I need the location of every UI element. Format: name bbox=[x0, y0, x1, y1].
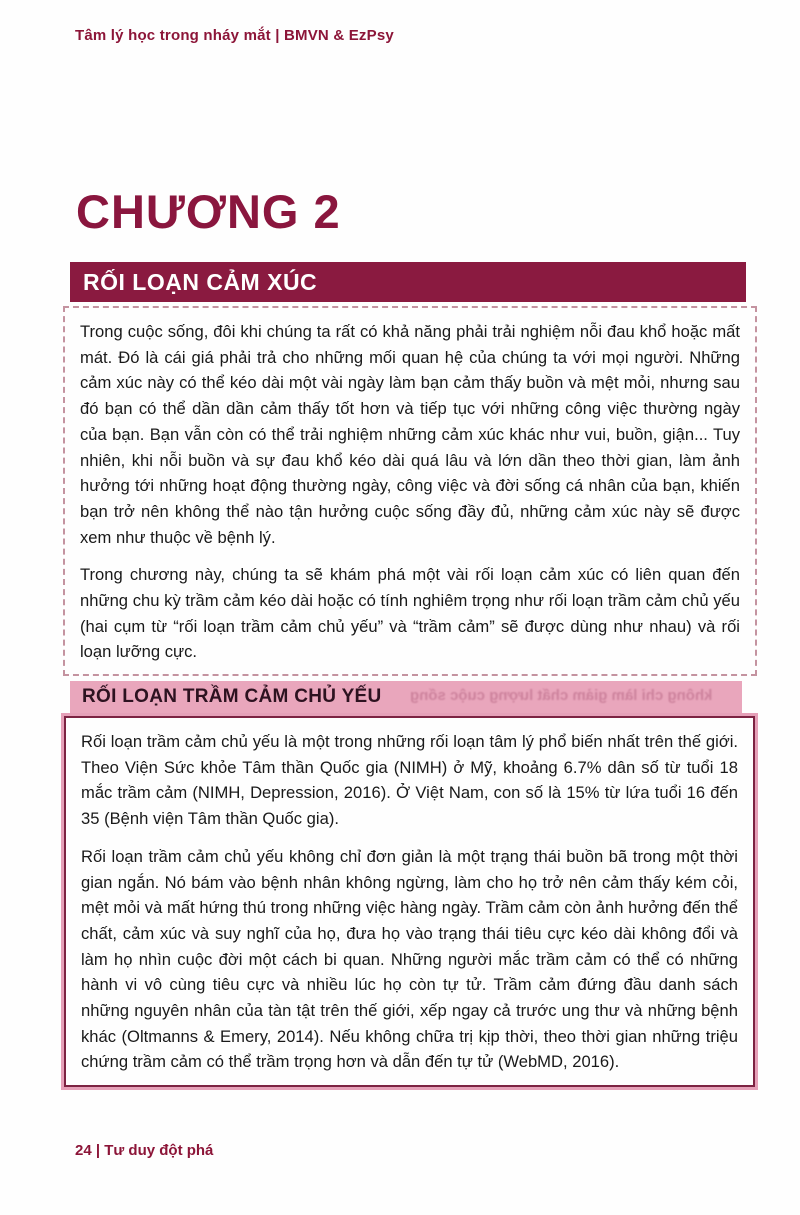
intro-paragraph-1: Trong cuộc sống, đôi khi chúng ta rất có khả năng phải trải nghiệm nỗi đau khổ hoặc mất mát. Đó là cái giá phải trả cho những mối quan hệ của chúng ta với mọi người. Những cảm xúc này có thể kéo dài một vài ngày làm bạn cảm thấy buồn và mệt mỏi, nhưng sau đó bạn có thể dần dần cảm thấy tốt hơn và tiếp tục với những công việc thường ngày của bạn. Bạn vẫn còn có thể trải nghiệm những cảm xúc khác như vui, buồn, giận... Tuy nhiên, khi nỗi buồn và sự đau khổ kéo dài quá lâu và lớn dần theo thời gian, làm ảnh hưởng tới những hoạt động thường ngày, công việc và đời sống cá nhân của bạn, khiến bạn trở nên không thể nào tận hưởng cuộc sống đầy đủ, những cảm xúc này sẽ được xem như thuộc về bệnh lý. bbox=[80, 322, 740, 547]
subsection-paragraph-1: Rối loạn trầm cảm chủ yếu là một trong những rối loạn tâm lý phổ biến nhất trên thế giới. Theo Viện Sức khỏe Tâm thần Quốc gia (NIMH) ở Mỹ, khoảng 6.7% dân số từ tuổi 18 mắc trầm cảm (NIMH, Depression, 2016). Ở Việt Nam, con số là 15% từ lứa tuổi 16 đến 35 (Bệnh viện Tâm thần Quốc gia). bbox=[81, 732, 738, 829]
chapter-title: CHƯƠNG 2 bbox=[76, 185, 341, 238]
running-header: Tâm lý học trong nháy mắt | BMVN & EzPsy bbox=[75, 27, 394, 44]
subsection-paragraph-2: Rối loạn trầm cảm chủ yếu không chỉ đơn giản là một trạng thái buồn bã trong một thời gian ngắn. Nó bám vào bệnh nhân không ngừng, làm cho họ trở nên cảm thấy kém cỏi, mệt mỏi và mất hứng thú trong những việc hàng ngày. Trầm cảm còn ảnh hưởng đến thể chất, cảm xúc và suy nghĩ của họ, đưa họ vào trạng thái tiêu cực kéo dài không đổi và làm họ nhìn cuộc đời một cách bi quan. Những người mắc trầm cảm có thể có những hành vi vô cùng tiêu cực và nhiều lúc họ còn tự tử. Trầm cảm đứng đầu danh sách những nguyên nhân của tàn tật trên thế giới, xếp ngay cả trước ung thư và những bệnh khác (Oltmanns & Emery, 2014). Nếu không chữa trị kịp thời, theo thời gian những triệu chứng trầm cảm có thể trầm trọng hơn và dẫn đến tự tử (WebMD, 2016). bbox=[81, 846, 738, 1072]
subsection-heading: RỐI LOẠN TRẦM CẢM CHỦ YẾU bbox=[82, 686, 382, 707]
intro-text-box bbox=[63, 306, 757, 676]
page-footer: 24 | Tư duy đột phá bbox=[75, 1142, 214, 1159]
section-banner bbox=[70, 262, 746, 302]
intro-paragraph-2: Trong chương này, chúng ta sẽ khám phá một vài rối loạn cảm xúc có liên quan đến những chu kỳ trầm cảm kéo dài hoặc có tính nghiêm trọng như rối loạn trầm cảm chủ yếu (hai cụm từ “rối loạn trầm cảm chủ yếu” và “trầm cảm” sẽ được dùng như nhau) và rối loạn lưỡng cực. bbox=[80, 565, 740, 662]
bleed-through-ghost-text: không chỉ làm giảm chất lượng cuộc sống bbox=[409, 687, 712, 704]
section-banner-label: RỐI LOẠN CẢM XÚC bbox=[83, 268, 318, 295]
subsection-text-box bbox=[64, 716, 755, 1087]
subsection-banner bbox=[70, 681, 742, 713]
